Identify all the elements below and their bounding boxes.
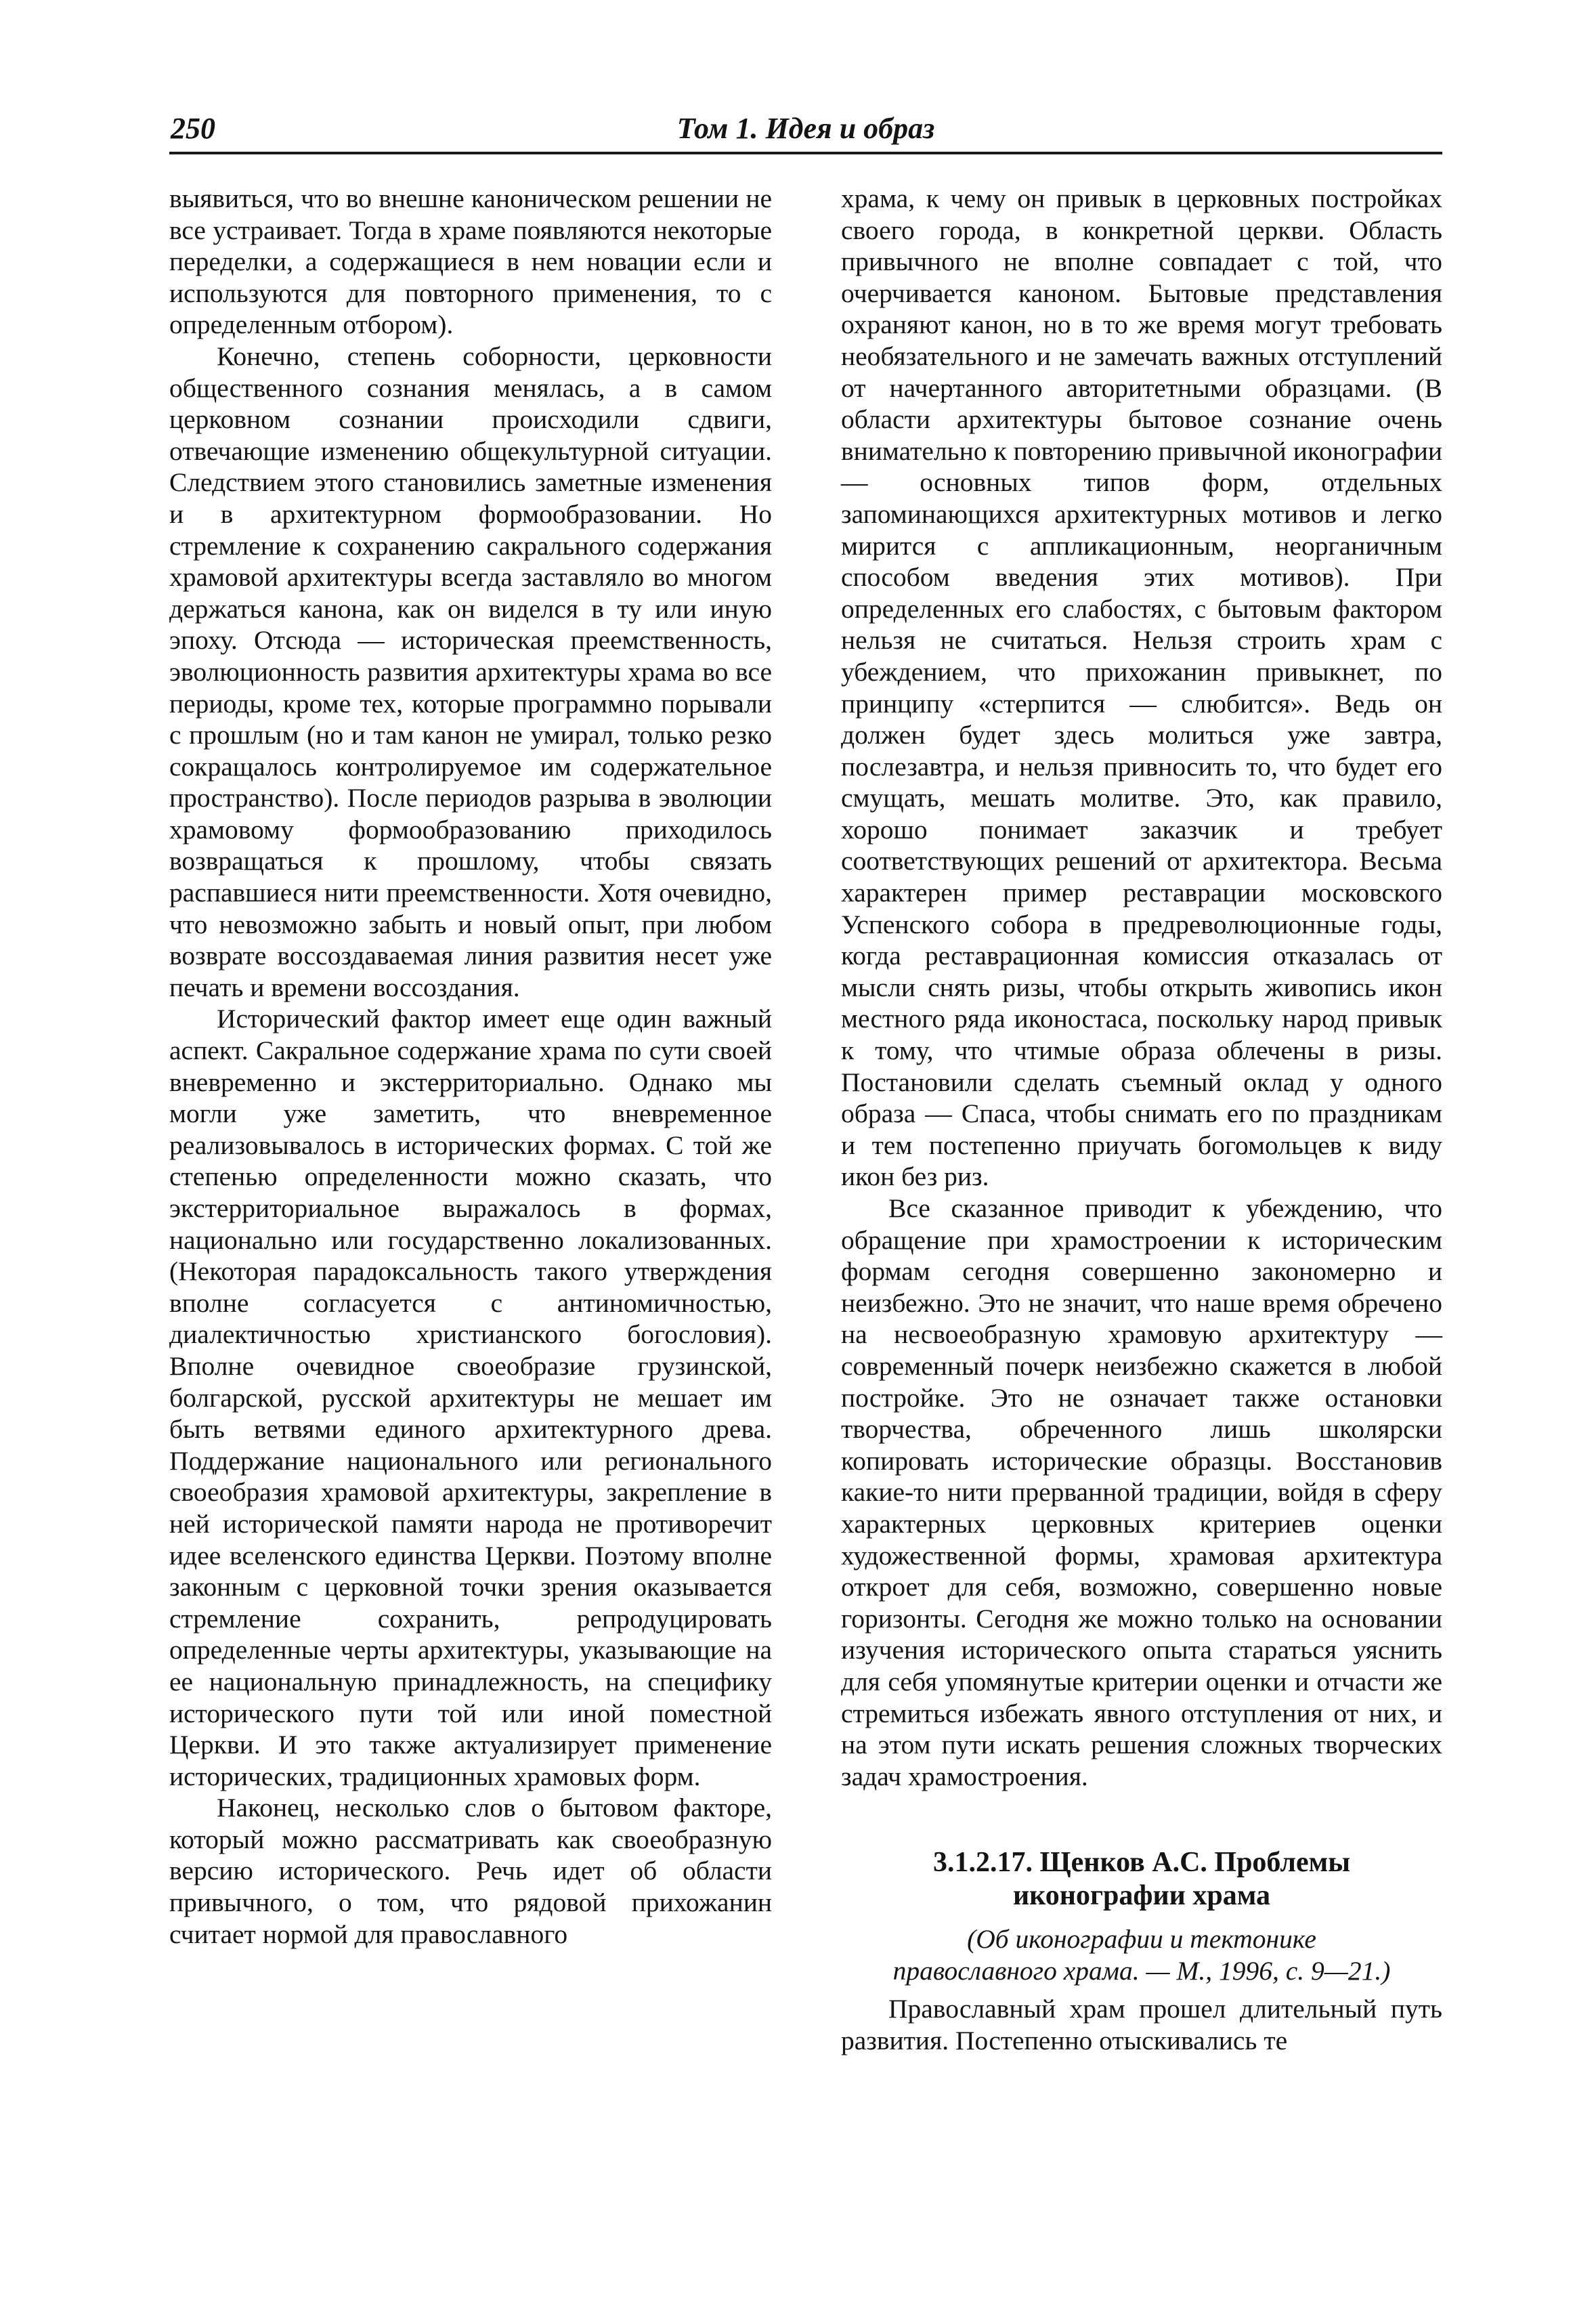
paragraph: Конечно, степень соборности, церковности общественного сознания менялась, а в самом церковном сознании происходили сдвиги, отвечающие изменению общекультурной ситуации. Следствием этого становились заметные изменения и в архитектурном формообразовании. Но стремление к сохранению сакрального содержания храмовой архитектуры всегда заставляло во многом держаться канона, как он виделся в ту или иную эпоху. Отсюда — историческая преемственность, эволюционность развития архитектуры храма во все периоды, кроме тех, которые программно порывали с прошлым (но и там канон не умирал, только резко сокращалось контролируемое им содержательное пространство). После периодов разрыва в эволюции храмовому формообразованию приходилось возвращаться к прошлому, чтобы связать распавшиеся нити преемственности. Хотя очевидно, что невозможно забыть и новый опыт, при любом возврате воссоздаваемая линия развития несет уже печать и времени воссоздания. — [169, 341, 772, 1002]
section-heading-line: 3.1.2.17. Щенков А.С. Проблемы — [933, 1847, 1350, 1879]
section-heading — [841, 1846, 1442, 1913]
right-column — [841, 183, 1442, 2057]
section-source — [841, 1923, 1442, 1986]
section-source-line: православного храма. — М., 1996, с. 9—21.) — [892, 1955, 1391, 1986]
section-heading-line: иконографии храма — [1012, 1880, 1271, 1912]
running-title: Том 1. Идея и образ — [676, 112, 935, 145]
paragraph: Все сказанное приводит к убеждению, что обращение при храмостроении к историческим формам сегодня совершенно закономерно и неизбежно. Это не значит, что наше время обречено на несвоеобразную храмовую архитектуру — современный почерк неизбежно скажется в любой постройке. Это не означает также остановки творчества, обреченного лишь школярски копировать исторические образцы. Восстановив какие-то нити прерванной традиции, войдя в сферу характерных церковных критериев оценки художественной формы, храмовая архитектура откроет для себя, возможно, совершенно новые горизонты. Сегодня же можно только на основании изучения исторического опыта стараться уяснить для себя упомянутые критерии оценки и отчасти же стремиться избежать явного отступления от них, и на этом пути искать решения сложных творческих задач храмостроения. — [841, 1193, 1442, 1791]
paragraph: храма, к чему он привык в церковных постройках своего города, в конкретной церкви. Область привычного не вполне совпадает с той, что очерчивается каноном. Бытовые представления охраняют канон, но в то же время могут требовать необязательного и не замечать важных отступлений от начертанного авторитетными образцами. (В области архитектуры бытовое сознание очень внимательно к повторению привычной иконографии — основных типов форм, отдельных запоминающихся архитектурных мотивов и легко мирится с аппликационным, неорганичным способом введения этих мотивов). При определенных его слабостях, с бытовым фактором нельзя не считаться. Нельзя строить храм с убеждением, что прихожанин привыкнет, по принципу «стерпится — слюбится». Ведь он должен будет здесь молиться уже завтра, послезавтра, и нельзя привносить то, что будет его смущать, мешать молитве. Это, как правило, хорошо понимает заказчик и требует соответствующих решений от архитектора. Весьма характерен пример реставрации московского Успенского собора в предреволюционные годы, когда реставрационная комиссия отказалась от мысли снять ризы, чтобы открыть живопись икон местного ряда иконостаса, поскольку народ привык к тому, что чтимые образа облечены в ризы. Постановили сделать съемный оклад у одного образа — Спаса, чтобы снимать его по праздникам и тем постепенно приучать богомольцев к виду икон без риз. — [841, 184, 1442, 1192]
page-header — [169, 110, 1442, 154]
paragraph: Наконец, несколько слов о бытовом факторе, который можно рассматривать как своеобразную версию исторического. Речь идет об области привычного, о том, что рядовой прихожанин считает нормой для православного — [169, 1793, 772, 1949]
page-number: 250 — [171, 112, 215, 145]
section-source-line: (Об иконографии и тектонике — [967, 1924, 1316, 1955]
paragraph: выявиться, что во внешне каноническом решении не все устраивает. Тогда в храме появляются некоторые переделки, а содержащиеся в нем новации если и используются для повторного применения, то с определенным отбором). — [169, 184, 772, 340]
paragraph: Исторический фактор имеет еще один важный аспект. Сакральное содержание храма по сути своей вневременно и экстерриториально. Однако мы могли уже заметить, что вневременное реализовывалось в исторических формах. С той же степенью определенности можно сказать, что экстерриториальное выражалось в формах, национально или государственно локализованных. (Некоторая парадоксальность такого утверждения вполне согласуется с антиномичностью, диалектичностью христианского богословия). Вполне очевидное своеобразие грузинской, болгарской, русской архитектуры не мешает им быть ветвями единого архитектурного древа. Поддержание национального или регионального своеобразия храмовой архитектуры, закрепление в ней исторической памяти народа не противоречит идее вселенского единства Церкви. Поэтому вполне законным с церковной точки зрения оказывается стремление сохранить, репродуцировать определенные черты архитектуры, указывающие на ее национальную принадлежность, на специфику исторического пути той или иной поместной Церкви. И это также актуализирует применение исторических, традиционных храмовых форм. — [169, 1004, 772, 1791]
left-column — [169, 183, 772, 1950]
paragraph: Православный храм прошел длительный путь развития. Постепенно отыскивались те — [841, 1994, 1442, 2056]
